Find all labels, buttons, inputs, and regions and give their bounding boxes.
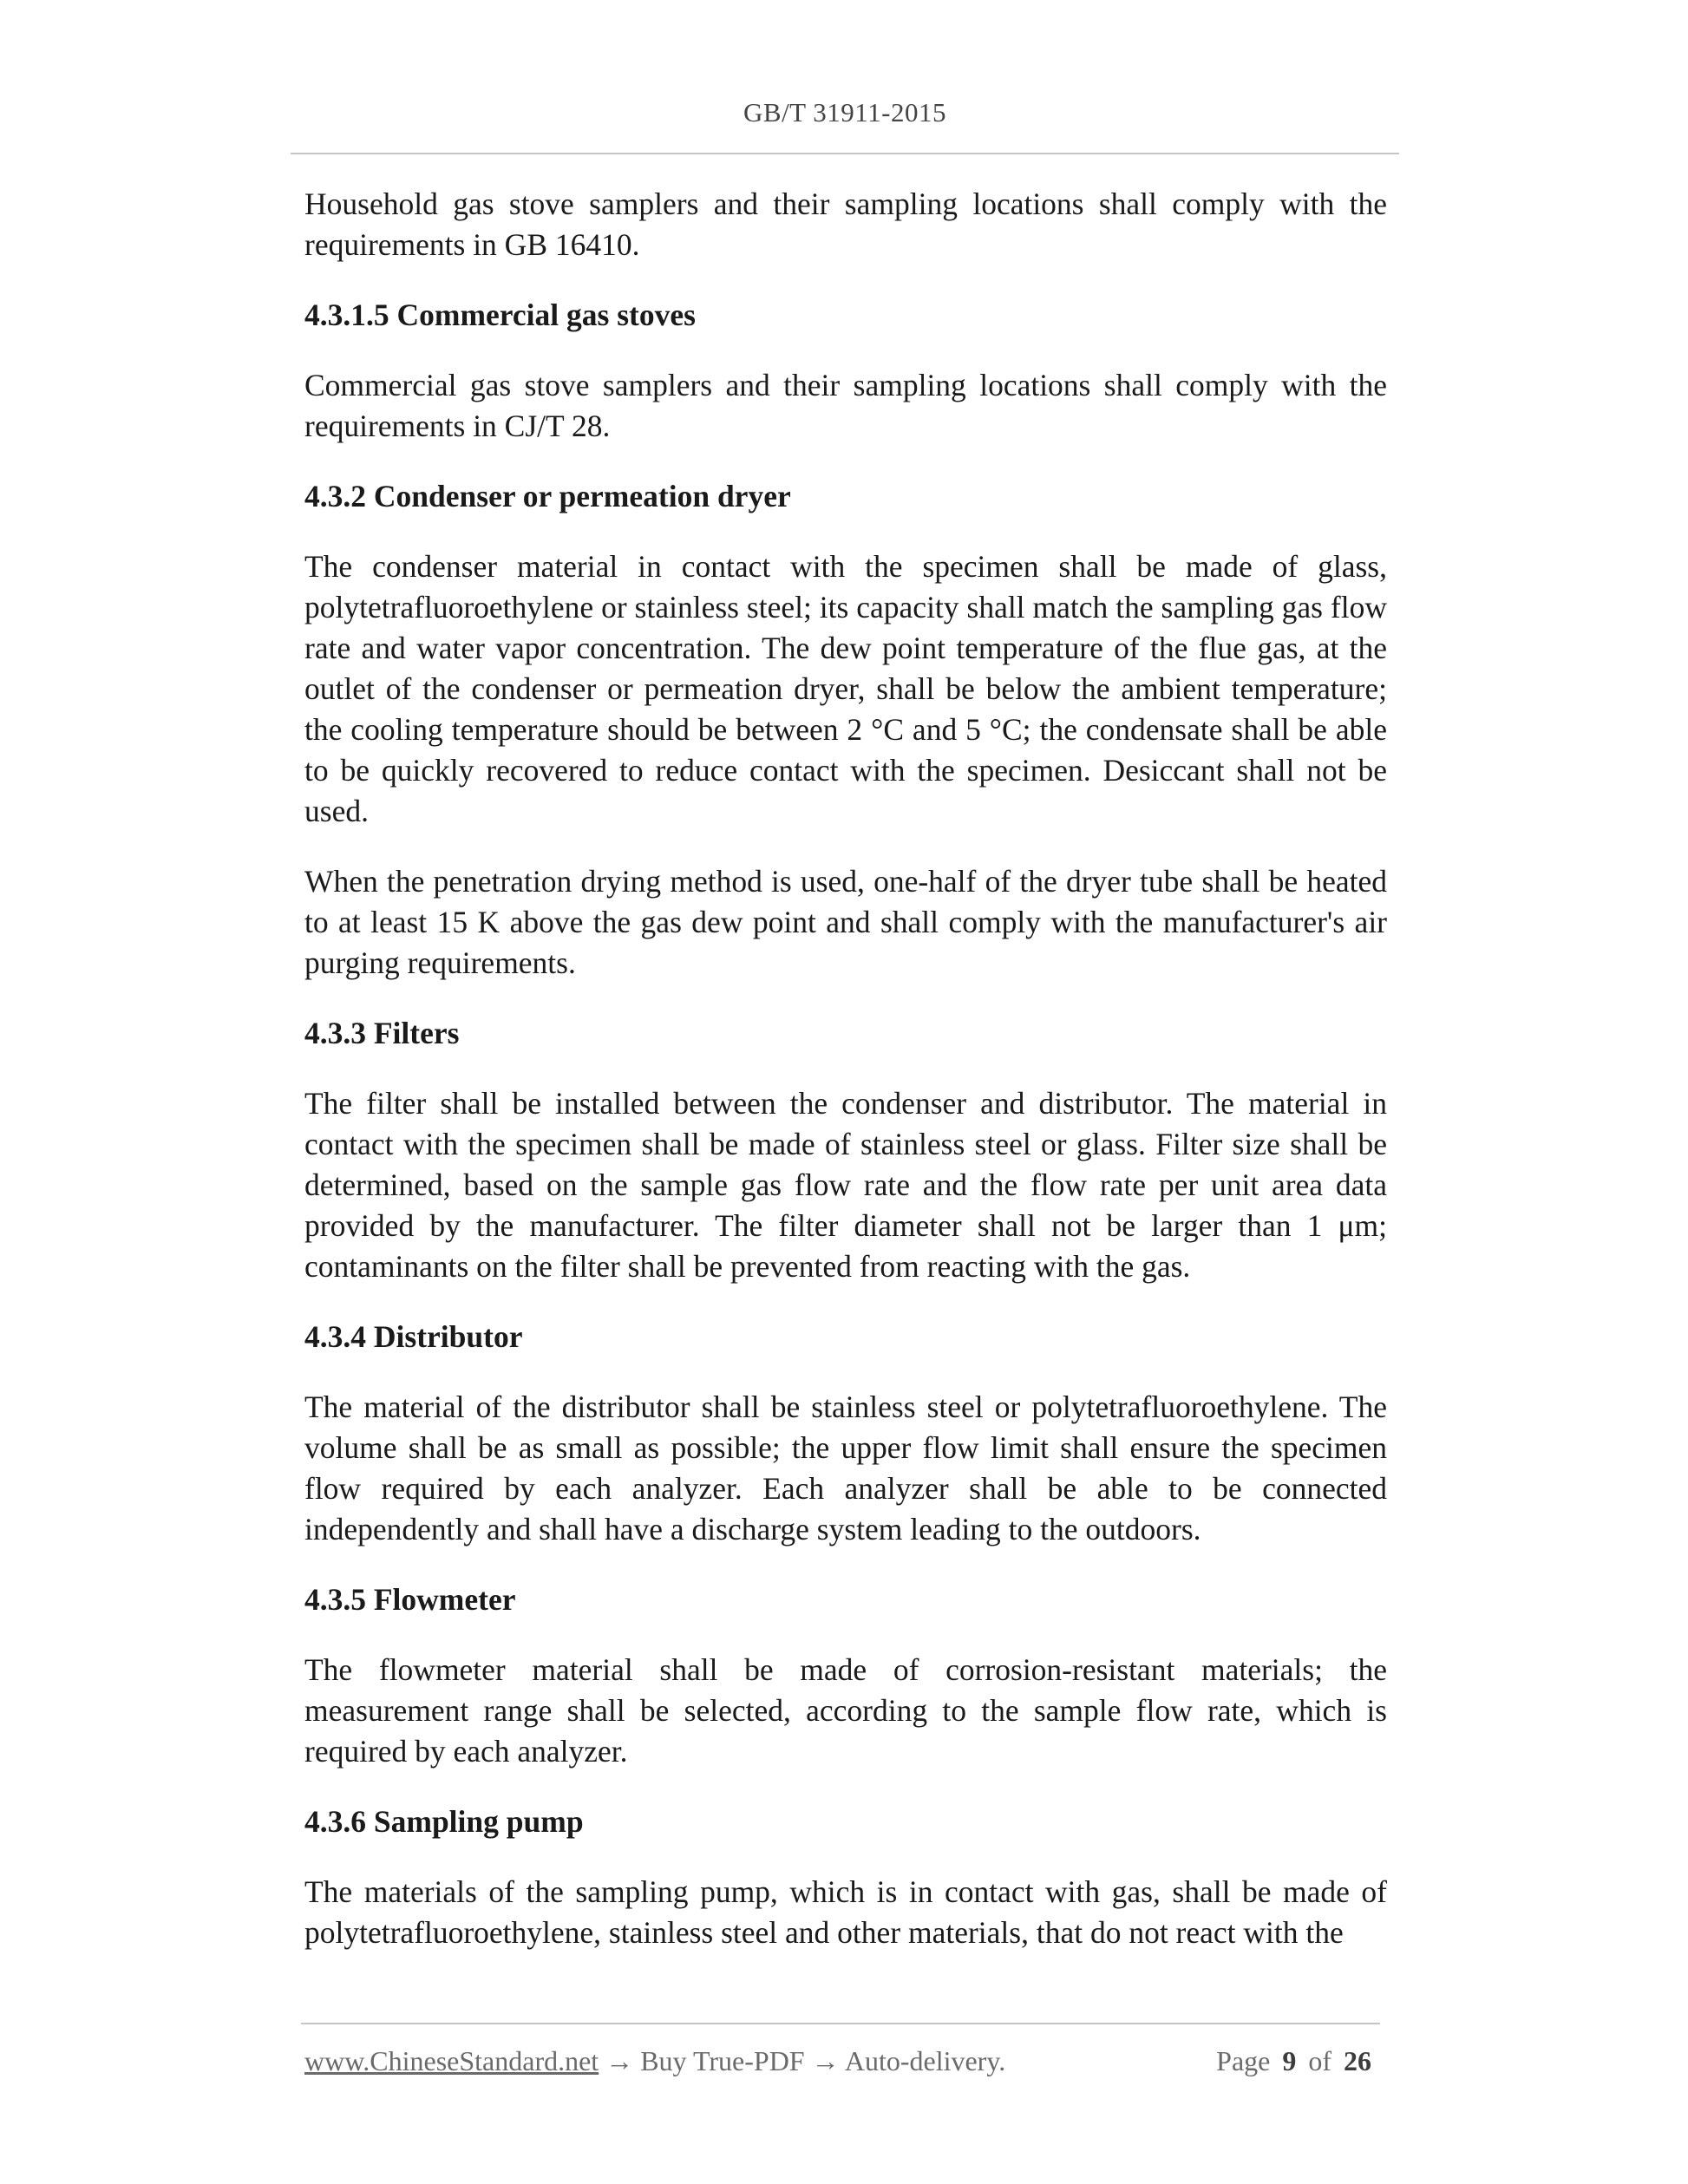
heading-4-3-4: 4.3.4 Distributor: [304, 1319, 523, 1354]
page-label: Page: [1216, 2045, 1271, 2076]
document-header: [291, 97, 1399, 128]
paragraph-distributor: The material of the distributor shall be stainless steel or polytetrafluoroethylene. The volume shall be as small as possible; the upper flow limit shall ensure the specimen flow required by each analyzer. Each analyzer shall be able to be connected independently and shall have a discharge system leading to the outdoors.: [304, 1390, 1387, 1546]
paragraph-condenser-material: The condenser material in contact with the specimen shall be made of glass, polytetrafluoroethylene or stainless steel; its capacity shall match the sampling gas flow rate and water vapor concentration. The dew point temperature of the flue gas, at the outlet of the condenser or permeation dryer, shall be below the ambient temperature; the cooling temperature should be between 2 °C and 5 °C; the condensate shall be able to be quickly recovered to reduce contact with the specimen. Desiccant shall not be used.: [304, 549, 1387, 828]
header-divider: [291, 153, 1399, 154]
paragraph-flowmeter: The flowmeter material shall be made of corrosion-resistant materials; the measurement range shall be selected, according to the sample flow rate, which is required by each analyzer.: [304, 1652, 1387, 1769]
page-footer: [304, 2045, 1377, 2077]
paragraph-sampling-pump: The materials of the sampling pump, which is in contact with gas, shall be made of polytetrafluoroethylene, stainless steel and other materials, that do not react with the: [304, 1874, 1387, 1950]
heading-4-3-5: 4.3.5 Flowmeter: [304, 1582, 516, 1617]
paragraph-commercial-stoves: Commercial gas stove samplers and their sampling locations shall comply with the requirements in CJ/T 28.: [304, 368, 1387, 443]
footer-divider: [301, 2023, 1380, 2024]
paragraph-filters: The filter shall be installed between the condenser and distributor. The material in contact with the specimen shall be made of stainless steel or glass. Filter size shall be determined, based on the sample gas flow rate and the flow rate per unit area data provided by the manufacturer. The filter diameter shall not be larger than 1 μm; contaminants on the filter shall be prevented from reacting with the gas.: [304, 1086, 1387, 1284]
heading-4-3-2: 4.3.2 Condenser or permeation dryer: [304, 479, 791, 513]
heading-4-3-3: 4.3.3 Filters: [304, 1016, 460, 1050]
total-page-count: 26: [1344, 2045, 1371, 2076]
website-link[interactable]: www.ChineseStandard.net: [304, 2045, 599, 2076]
page-indicator: [1216, 2045, 1377, 2077]
of-label: of: [1308, 2045, 1331, 2076]
document-id: GB/T 31911-2015: [743, 97, 946, 128]
page-body: [304, 184, 1387, 1983]
current-page-number: 9: [1282, 2045, 1297, 2076]
heading-4-3-1-5: 4.3.1.5 Commercial gas stoves: [304, 298, 696, 332]
footer-promo: [304, 2045, 1005, 2077]
promo-text: → Buy True-PDF → Auto-delivery.: [599, 2045, 1006, 2076]
paragraph-penetration-drying: When the penetration drying method is used, one-half of the dryer tube shall be heated to at least 15 K above the gas dew point and shall comply with the manufacturer's air purging requirements.: [304, 864, 1387, 980]
heading-4-3-6: 4.3.6 Sampling pump: [304, 1804, 584, 1839]
paragraph-household-stoves: Household gas stove samplers and their sampling locations shall comply with the requirements in GB 16410.: [304, 186, 1387, 262]
